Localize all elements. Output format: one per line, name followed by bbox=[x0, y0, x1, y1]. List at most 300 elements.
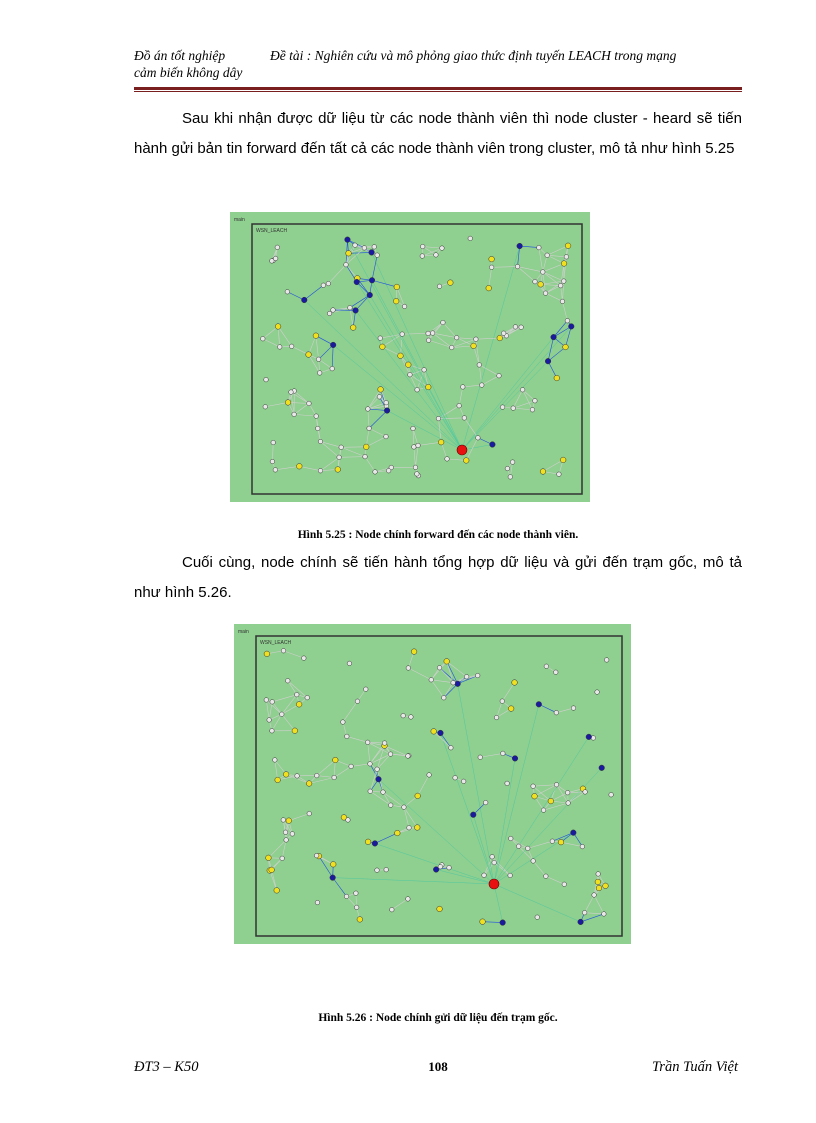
network-edge bbox=[502, 683, 514, 702]
member-node bbox=[582, 910, 587, 915]
cluster-head-node bbox=[551, 334, 557, 340]
member-node bbox=[545, 253, 550, 258]
base-station-link bbox=[462, 246, 520, 450]
member-node bbox=[344, 262, 349, 267]
base-station-link bbox=[494, 704, 539, 884]
member-node bbox=[339, 445, 344, 450]
network-edge bbox=[309, 777, 334, 783]
network-edge bbox=[291, 392, 309, 403]
network-edge bbox=[463, 385, 482, 387]
active-node bbox=[497, 335, 503, 341]
active-node bbox=[264, 651, 270, 657]
member-node bbox=[363, 454, 368, 459]
page-number: 108 bbox=[428, 1059, 448, 1074]
active-node bbox=[313, 333, 319, 339]
member-node bbox=[445, 457, 450, 462]
member-node bbox=[531, 859, 536, 864]
cluster-head-node bbox=[545, 358, 551, 364]
member-node bbox=[368, 789, 373, 794]
member-node bbox=[537, 245, 542, 250]
network-edge bbox=[275, 466, 299, 470]
member-node bbox=[533, 398, 538, 403]
member-node bbox=[596, 872, 601, 877]
member-node bbox=[406, 754, 411, 759]
active-node bbox=[350, 325, 356, 331]
base-station-link bbox=[440, 733, 494, 884]
cluster-head-node bbox=[369, 277, 375, 283]
network-edge bbox=[415, 445, 418, 467]
header-left: Đồ án tốt nghiệp bbox=[134, 48, 226, 63]
cluster-head-node bbox=[470, 812, 476, 818]
member-node bbox=[330, 366, 335, 371]
active-node bbox=[306, 352, 312, 358]
member-node bbox=[533, 279, 538, 284]
member-node bbox=[525, 846, 530, 851]
network-edge bbox=[370, 791, 390, 805]
member-node bbox=[447, 865, 452, 870]
member-node bbox=[285, 289, 290, 294]
member-node bbox=[494, 715, 499, 720]
active-node bbox=[603, 883, 609, 889]
member-node bbox=[468, 236, 473, 241]
network-edge bbox=[365, 457, 375, 472]
active-node bbox=[330, 862, 336, 868]
network-edge bbox=[347, 736, 368, 742]
member-node bbox=[406, 666, 411, 671]
network-edge bbox=[372, 280, 397, 287]
active-node bbox=[471, 343, 477, 349]
base-station-link bbox=[375, 843, 494, 884]
member-node bbox=[543, 291, 548, 296]
cluster-head-node bbox=[578, 919, 584, 925]
member-node bbox=[565, 318, 570, 323]
member-node bbox=[366, 407, 371, 412]
member-node bbox=[420, 244, 425, 249]
network-edge bbox=[369, 428, 386, 436]
member-node bbox=[264, 698, 269, 703]
active-node bbox=[480, 919, 486, 925]
base-station-node bbox=[489, 879, 499, 889]
cluster-head-node bbox=[571, 830, 577, 836]
member-node bbox=[583, 790, 588, 795]
cluster-head-node bbox=[330, 342, 336, 348]
member-node bbox=[407, 825, 412, 830]
cluster-head-node bbox=[517, 243, 523, 249]
network-edge bbox=[319, 345, 334, 359]
network-edge bbox=[368, 409, 369, 428]
member-node bbox=[475, 673, 480, 678]
network-edge bbox=[447, 661, 467, 676]
member-node bbox=[436, 416, 441, 421]
cluster-head-node bbox=[376, 776, 382, 782]
member-node bbox=[426, 331, 431, 336]
network-edge bbox=[431, 680, 444, 698]
network-edge bbox=[299, 466, 320, 470]
member-node bbox=[492, 860, 497, 865]
edges bbox=[263, 240, 571, 477]
active-node bbox=[563, 344, 569, 350]
member-node bbox=[604, 658, 609, 663]
member-node bbox=[314, 773, 319, 778]
member-node bbox=[292, 412, 297, 417]
network-edge bbox=[585, 895, 594, 913]
member-node bbox=[530, 407, 535, 412]
member-node bbox=[482, 873, 487, 878]
cluster-head-node bbox=[354, 279, 360, 285]
network-edge bbox=[272, 695, 297, 702]
network-edge bbox=[543, 272, 546, 293]
member-node bbox=[449, 745, 454, 750]
active-node bbox=[532, 793, 538, 799]
member-node bbox=[479, 383, 484, 388]
cluster-head-node bbox=[384, 408, 390, 414]
network-edge bbox=[288, 402, 309, 403]
network-edge bbox=[366, 437, 386, 447]
caption-5-26: Hình 5.26 : Node chính gửi dữ liệu đến trạm gốc. bbox=[318, 1012, 558, 1024]
network-edge bbox=[418, 442, 441, 445]
member-node bbox=[277, 345, 282, 350]
network-edge bbox=[368, 742, 370, 763]
network-edge bbox=[539, 248, 543, 272]
member-node bbox=[332, 775, 337, 780]
member-node bbox=[388, 803, 393, 808]
network-edge bbox=[422, 248, 442, 256]
network-edge bbox=[554, 321, 568, 337]
network-edge bbox=[546, 876, 564, 884]
member-node bbox=[315, 426, 320, 431]
member-node bbox=[384, 434, 389, 439]
member-node bbox=[289, 390, 294, 395]
active-node bbox=[269, 867, 275, 873]
member-node bbox=[511, 406, 516, 411]
member-node bbox=[406, 897, 411, 902]
member-node bbox=[478, 755, 483, 760]
network-edge bbox=[343, 701, 358, 722]
network-edge bbox=[528, 841, 553, 848]
member-node bbox=[516, 844, 521, 849]
active-node bbox=[415, 793, 421, 799]
member-node bbox=[413, 465, 418, 470]
network-edge bbox=[418, 775, 429, 796]
network-edge bbox=[328, 265, 346, 284]
active-node bbox=[540, 469, 546, 475]
cluster-head-node bbox=[490, 442, 496, 448]
member-node bbox=[263, 404, 268, 409]
edges bbox=[266, 651, 605, 923]
active-node bbox=[274, 888, 280, 894]
network-edge bbox=[489, 267, 492, 288]
cluster-head-node bbox=[369, 250, 375, 256]
network-edge bbox=[414, 447, 416, 467]
member-node bbox=[513, 325, 518, 330]
member-node bbox=[337, 455, 342, 460]
member-node bbox=[508, 475, 513, 480]
network-edge bbox=[368, 406, 387, 409]
active-node bbox=[335, 467, 341, 473]
member-node bbox=[326, 281, 331, 286]
member-node bbox=[558, 283, 563, 288]
member-node bbox=[474, 337, 479, 342]
active-node bbox=[380, 344, 386, 350]
member-node bbox=[422, 368, 427, 373]
network-edge bbox=[266, 700, 269, 720]
member-node bbox=[402, 805, 407, 810]
base-station-link bbox=[387, 411, 462, 450]
active-node bbox=[346, 250, 352, 256]
active-node bbox=[395, 830, 401, 836]
network-edge bbox=[547, 246, 568, 256]
network-edge bbox=[459, 387, 463, 406]
network-edge bbox=[316, 336, 319, 360]
active-node bbox=[285, 400, 291, 406]
active-node bbox=[425, 384, 431, 390]
network-edge bbox=[282, 714, 295, 730]
network-edge bbox=[482, 376, 499, 385]
network-edge bbox=[294, 391, 309, 403]
member-node bbox=[477, 363, 482, 368]
member-node bbox=[355, 699, 360, 704]
network-edge bbox=[269, 702, 272, 720]
member-node bbox=[316, 357, 321, 362]
member-node bbox=[566, 801, 571, 806]
member-node bbox=[354, 891, 359, 896]
network-edge bbox=[433, 333, 452, 347]
member-node bbox=[388, 752, 393, 757]
active-node bbox=[463, 458, 469, 464]
active-node bbox=[297, 463, 303, 469]
active-node bbox=[431, 729, 437, 735]
network-edge bbox=[518, 267, 535, 282]
member-node bbox=[457, 403, 462, 408]
member-node bbox=[437, 284, 442, 289]
member-node bbox=[557, 472, 562, 477]
member-node bbox=[489, 265, 494, 270]
network-edge bbox=[351, 764, 370, 767]
network-edge bbox=[341, 447, 365, 456]
network-edge bbox=[319, 856, 333, 877]
member-node bbox=[401, 713, 406, 718]
active-node bbox=[596, 885, 602, 891]
cluster-head-node bbox=[330, 875, 336, 881]
network-edge bbox=[444, 683, 453, 698]
network-edge bbox=[518, 267, 543, 272]
cluster-head-node bbox=[512, 756, 518, 762]
network-edge bbox=[272, 870, 277, 891]
member-node bbox=[400, 332, 405, 337]
member-node bbox=[279, 712, 284, 717]
network-edge bbox=[369, 411, 387, 429]
member-node bbox=[454, 335, 459, 340]
window-label: WSN_LEACH bbox=[260, 640, 292, 646]
network-edge bbox=[392, 899, 408, 910]
member-node bbox=[476, 435, 481, 440]
active-node bbox=[286, 818, 292, 824]
member-node bbox=[318, 439, 323, 444]
base-station-link bbox=[494, 758, 515, 884]
member-node bbox=[302, 656, 307, 661]
member-node bbox=[544, 664, 549, 669]
member-node bbox=[429, 677, 434, 682]
member-node bbox=[441, 320, 446, 325]
active-node bbox=[489, 256, 495, 262]
member-node bbox=[377, 395, 382, 400]
member-node bbox=[261, 336, 266, 341]
network-edge bbox=[429, 340, 452, 347]
member-node bbox=[412, 445, 417, 450]
active-node bbox=[538, 282, 544, 288]
member-node bbox=[420, 254, 425, 259]
member-node bbox=[560, 299, 565, 304]
network-edge bbox=[278, 326, 292, 346]
network-edge bbox=[263, 339, 280, 347]
member-node bbox=[440, 246, 445, 251]
member-node bbox=[561, 279, 566, 284]
member-node bbox=[281, 818, 286, 823]
member-node bbox=[295, 774, 300, 779]
member-node bbox=[314, 853, 319, 858]
active-node bbox=[363, 444, 369, 450]
member-node bbox=[317, 371, 322, 376]
network-edge bbox=[339, 457, 365, 458]
network-edge bbox=[265, 402, 288, 406]
member-node bbox=[416, 443, 421, 448]
member-node bbox=[515, 264, 520, 269]
member-node bbox=[501, 751, 506, 756]
network-edge bbox=[317, 776, 334, 778]
network-edge bbox=[431, 661, 446, 679]
member-node bbox=[354, 905, 359, 910]
active-node bbox=[292, 728, 298, 734]
member-node bbox=[375, 868, 380, 873]
member-node bbox=[461, 779, 466, 784]
base-station-link bbox=[494, 884, 503, 923]
active-node bbox=[548, 798, 554, 804]
header-line2: cảm biến không dây bbox=[134, 65, 243, 80]
member-node bbox=[553, 670, 558, 675]
member-node bbox=[565, 790, 570, 795]
member-node bbox=[341, 720, 346, 725]
member-node bbox=[390, 907, 395, 912]
member-node bbox=[382, 741, 387, 746]
member-node bbox=[295, 692, 300, 697]
member-node bbox=[367, 426, 372, 431]
network-edge bbox=[543, 255, 547, 272]
network-edge bbox=[404, 807, 417, 827]
member-node bbox=[451, 680, 456, 685]
member-node bbox=[595, 690, 600, 695]
footer-left: ĐT3 – K50 bbox=[134, 1059, 199, 1075]
member-node bbox=[349, 764, 354, 769]
network-edge bbox=[294, 403, 309, 414]
header-rule-thin bbox=[134, 91, 742, 92]
member-node bbox=[426, 338, 431, 343]
member-node bbox=[564, 255, 569, 260]
member-node bbox=[273, 758, 278, 763]
caption-5-25: Hình 5.25 : Node chính forward đến các node thành viên. bbox=[297, 529, 579, 541]
network-edge bbox=[543, 263, 564, 271]
member-node bbox=[520, 387, 525, 392]
member-node bbox=[363, 687, 368, 692]
network-edge bbox=[294, 414, 316, 416]
network-edge bbox=[523, 390, 533, 410]
cluster-head-node bbox=[500, 920, 506, 926]
base-station-link bbox=[462, 326, 571, 450]
member-node bbox=[375, 767, 380, 772]
cluster-head-node bbox=[367, 292, 373, 298]
paragraph-2: Cuối cùng, node chính sẽ tiến hành tổng hợp dữ liệu và gửi đến trạm gốc, mô tả như hình 5.26. bbox=[134, 554, 742, 601]
cluster-head-node bbox=[301, 297, 307, 303]
member-node bbox=[541, 808, 546, 813]
base-station-node bbox=[457, 445, 467, 455]
network-edge bbox=[375, 833, 397, 843]
network-edge bbox=[402, 333, 428, 334]
member-node bbox=[346, 818, 351, 823]
network-edge bbox=[544, 803, 569, 810]
member-node bbox=[267, 718, 272, 723]
cluster-head-node bbox=[345, 237, 351, 243]
member-node bbox=[344, 894, 349, 899]
member-node bbox=[483, 800, 488, 805]
member-node bbox=[508, 836, 513, 841]
network-edge bbox=[480, 753, 503, 757]
member-node bbox=[280, 856, 285, 861]
member-node bbox=[315, 900, 320, 905]
network-edge bbox=[533, 861, 546, 876]
header-rule bbox=[134, 87, 742, 90]
member-node bbox=[535, 915, 540, 920]
member-node bbox=[353, 243, 358, 248]
member-node bbox=[273, 468, 278, 473]
member-node bbox=[384, 867, 389, 872]
member-node bbox=[307, 401, 312, 406]
cluster-head-node bbox=[372, 841, 378, 847]
cluster-head-node bbox=[599, 765, 605, 771]
member-node bbox=[500, 405, 505, 410]
member-node bbox=[592, 893, 597, 898]
member-node bbox=[347, 661, 352, 666]
network-edge bbox=[317, 760, 336, 776]
active-node bbox=[333, 757, 339, 763]
figure-5-25 bbox=[230, 212, 590, 502]
member-node bbox=[438, 864, 443, 869]
member-node bbox=[497, 373, 502, 378]
network-edge bbox=[282, 840, 286, 858]
footer-right: Trần Tuấn Việt bbox=[652, 1059, 738, 1075]
active-node bbox=[283, 772, 289, 778]
cluster-head-node bbox=[438, 730, 444, 736]
member-node bbox=[411, 426, 416, 431]
active-node bbox=[378, 387, 384, 393]
member-node bbox=[373, 470, 378, 475]
member-node bbox=[381, 790, 386, 795]
active-node bbox=[411, 649, 417, 655]
member-node bbox=[402, 304, 407, 309]
active-node bbox=[565, 243, 571, 249]
active-node bbox=[437, 906, 443, 912]
network-edge bbox=[284, 651, 304, 658]
member-node bbox=[264, 377, 269, 382]
member-node bbox=[271, 440, 276, 445]
base-station-link bbox=[304, 300, 462, 450]
member-node bbox=[348, 305, 353, 310]
network-edge bbox=[562, 301, 567, 320]
network-edge bbox=[431, 680, 453, 683]
member-node bbox=[415, 472, 420, 477]
member-node bbox=[283, 830, 288, 835]
member-node bbox=[408, 372, 413, 377]
active-node bbox=[508, 706, 514, 712]
active-node bbox=[306, 781, 312, 787]
